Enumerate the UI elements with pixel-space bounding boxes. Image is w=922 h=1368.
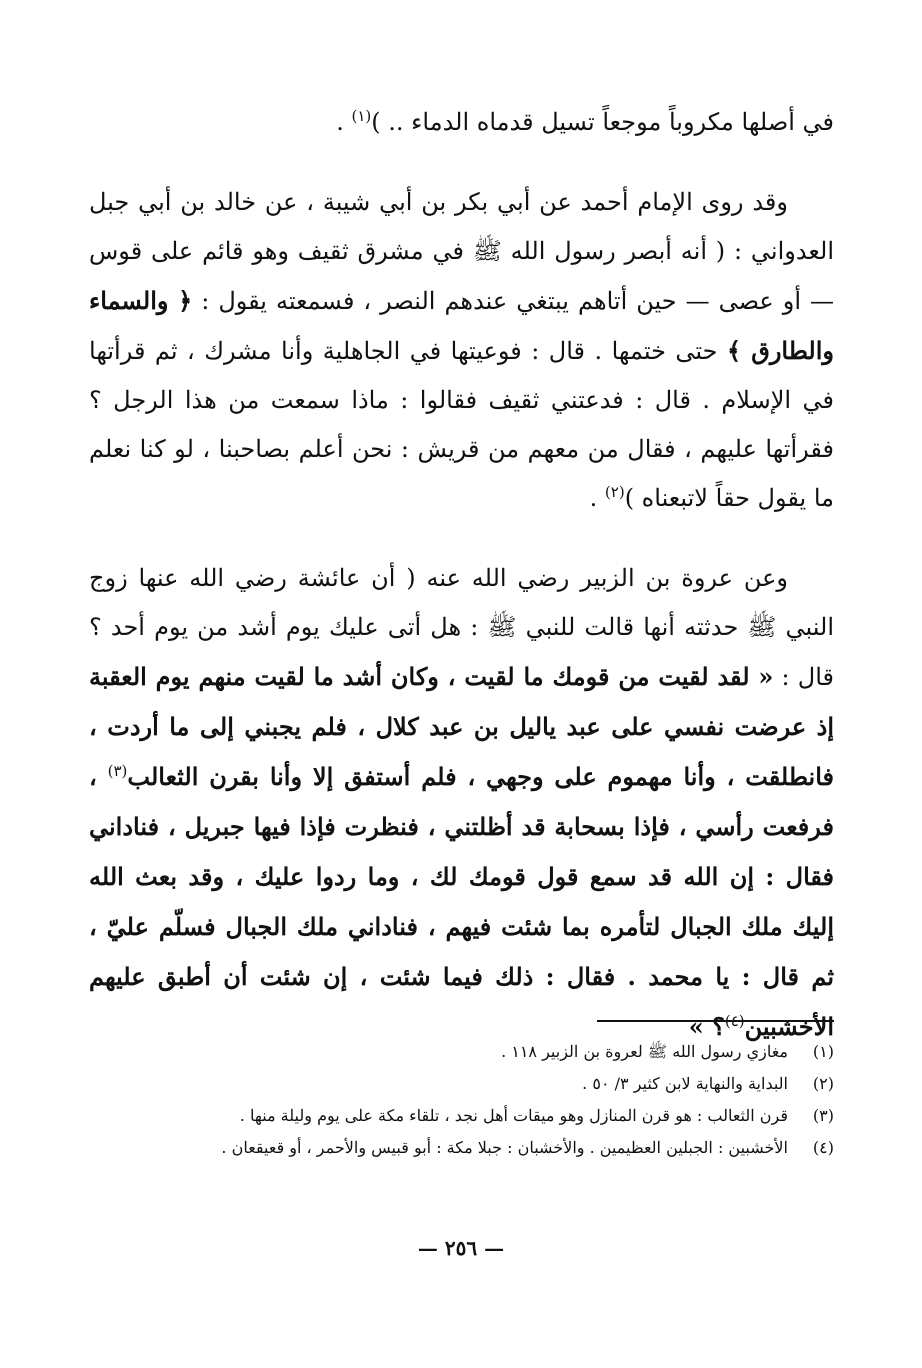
footnote-ref-2: (٢) xyxy=(604,483,625,501)
hadith-quote-b: ، فرفعت رأسي ، فإذا بسحابة قد أظلتني ، فنظرت فإذا فيها جبريل ، فناداني فقال : إن الله قد سمع قول قومك لك ، وما ردوا عليك ، وقد بعث الله إليك ملك الجبال لتأمره بما شئت فيهم ، فناداني ملك الجبال فسلّم عليّ ، ثم قال : يا محمد . فقال : ذلك فيما شئت ، إن شئت أن أطبق عليهم الأخشبين xyxy=(89,762,834,1041)
footnote-number: (١) xyxy=(812,1042,834,1061)
footnote-text: البداية والنهاية لابن كثير ٣/ ٥٠ . xyxy=(582,1074,788,1093)
paragraph-2-text-b: حتى ختمها . قال : فوعيتها في الجاهلية وأنا مشرك ، ثم قرأتها في الإسلام . قال : فدعتني ثقيف فقالوا : ماذا سمعت من هذا الرجل ؟ فقرأتها عليهم ، فقال من معهم من قريش : نحن أعلم بصاحبنا ، لو كنا نعلم ما يقول حقاً لاتبعناه ) xyxy=(89,337,834,512)
paragraph-1-text: في أصلها مكروباً موجعاً تسيل قدماه الدماء .. ) xyxy=(371,108,834,136)
footnote-number: (٢) xyxy=(812,1074,834,1093)
footnote-ref-1: (١) xyxy=(351,107,372,125)
paragraph-2-end: . xyxy=(589,484,605,512)
footnote-ref-3: (٣) xyxy=(107,762,128,780)
footnote-ref-4: (٤) xyxy=(724,1012,745,1030)
quran-quote: ﴿ والسماء والطارق ﴾ xyxy=(89,286,835,365)
paragraph-1-end: . xyxy=(336,108,352,136)
footnote-text: الأخشبين : الجبلين العظيمين . والأخشبان : جبلا مكة : أبو قبيس والأحمر ، أو قعيقعان . xyxy=(221,1138,788,1157)
footnote-text: قرن الثعالب : هو قرن المنازل وهو ميقات أهل نجد ، تلقاء مكة على يوم وليلة منها . xyxy=(239,1106,788,1125)
footnote-2 xyxy=(89,1068,834,1100)
page-number: — ٢٥٦ — xyxy=(417,1236,505,1260)
paragraph-2-text-a: وقد روى الإمام أحمد عن أبي بكر بن أبي شيبة ، عن خالد بن أبي جبل العدواني : ( أنه أبصر رسول الله ﷺ في مشرق ثقيف وهو قائم على قوس — أو عصى — حين أتاهم يبتغي عندهم النصر ، فسمعته يقول : xyxy=(89,188,835,315)
paragraph-2 xyxy=(89,178,834,523)
footnote-4 xyxy=(89,1132,834,1164)
paragraph-3-end: ؟ » xyxy=(688,1012,725,1041)
footnotes xyxy=(89,1036,834,1164)
footnote-3 xyxy=(89,1100,834,1132)
footnote-number: (٣) xyxy=(812,1106,834,1125)
paragraph-1 xyxy=(89,98,834,147)
paragraph-3 xyxy=(89,554,834,1052)
footnote-separator xyxy=(597,1020,834,1022)
footnote-text: مغازي رسول الله ﷺ لعروة بن الزبير ١١٨ . xyxy=(501,1042,788,1061)
paragraph-3-text-a: وعن عروة بن الزبير رضي الله عنه ( أن عائشة رضي الله عنها زوج النبي ﷺ حدثته أنها قالت للنبي ﷺ : هل أتى عليك يوم أشد من يوم أحد ؟ قال : xyxy=(89,564,834,691)
footnote-1 xyxy=(89,1036,834,1068)
hadith-quote-a: « لقد لقيت من قومك ما لقيت ، وكان أشد ما لقيت منهم يوم العقبة إذ عرضت نفسي على عبد ياليل بن عبد كلال ، فلم يجبني إلى ما أردت ، فانطلقت ، وأنا مهموم على وجهي ، فلم أستفق إلا وأنا بقرن الثعالب xyxy=(89,662,834,791)
footnote-number: (٤) xyxy=(812,1138,834,1157)
